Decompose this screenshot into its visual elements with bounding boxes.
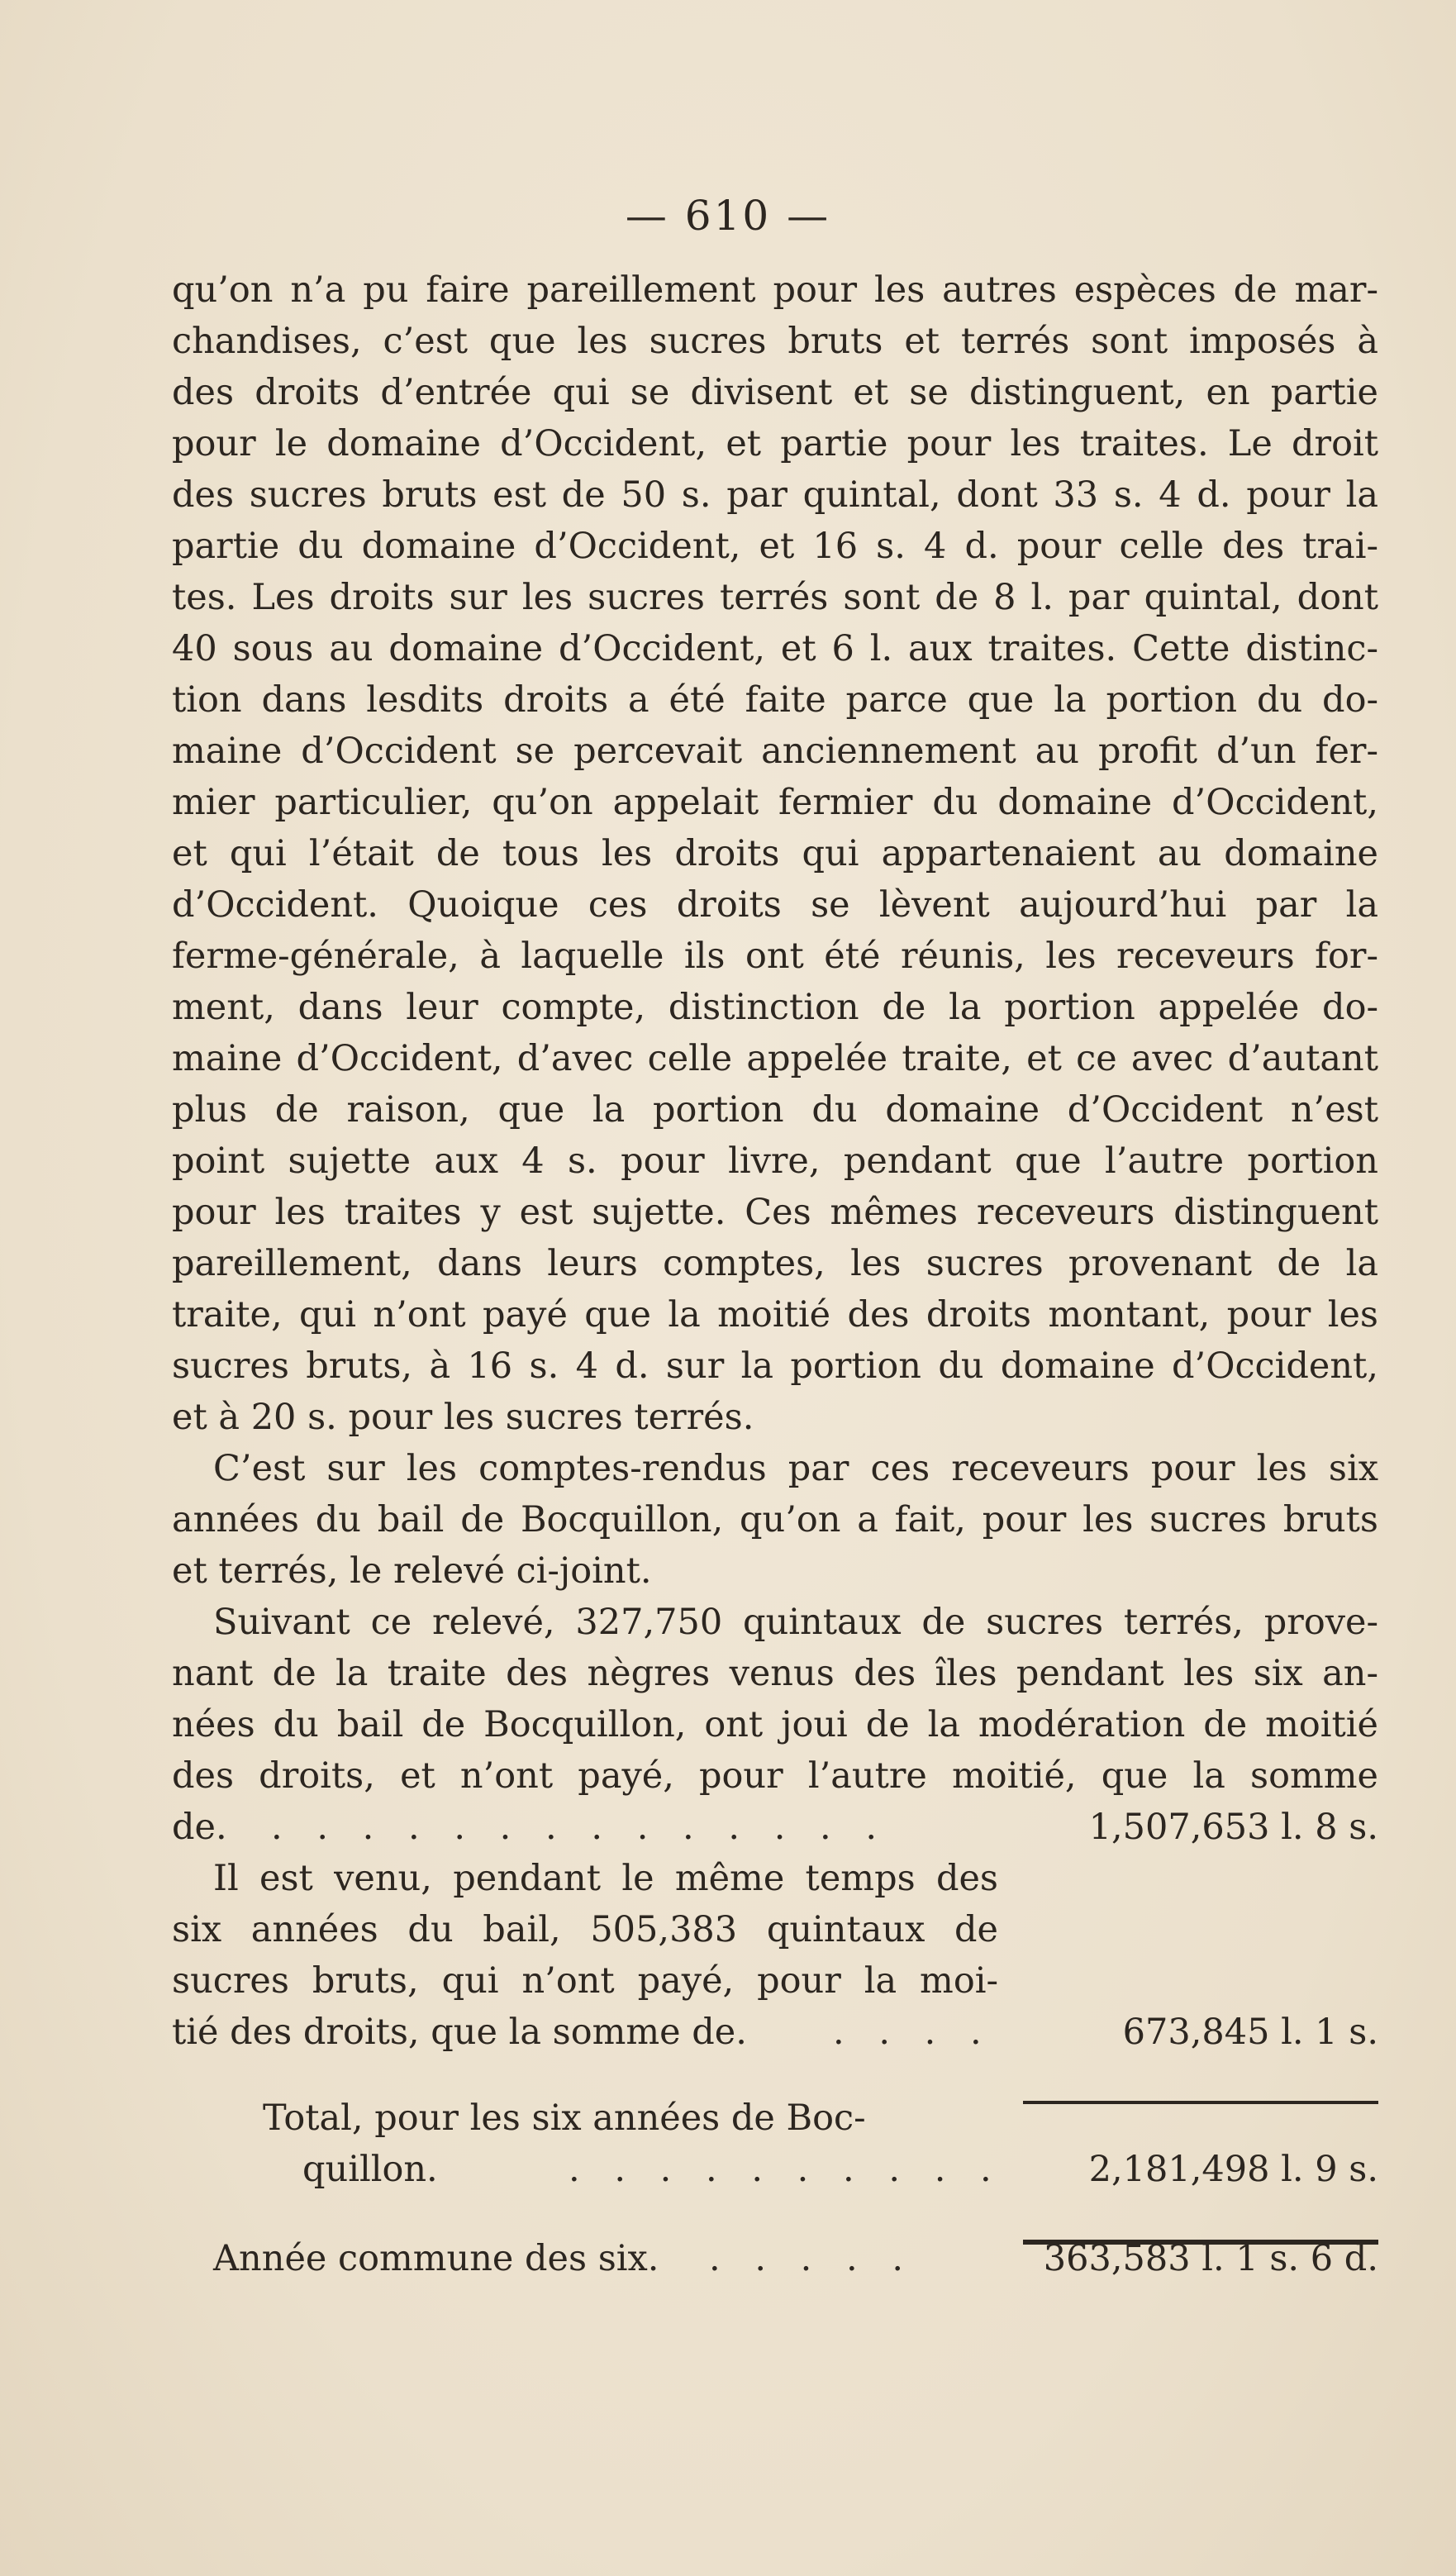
sum-row-bruts bbox=[172, 2007, 1378, 2058]
text-line: traite, qui n’ont payé que la moitié des droits montant, pour les bbox=[172, 1294, 1378, 1336]
text-line: des droits d’entrée qui se divisent et se distinguent, en partie bbox=[172, 372, 1378, 413]
text-line: tes. Les droits sur les sucres terrés sont de 8 l. par quintal, dont bbox=[172, 577, 1378, 618]
text-line: C’est sur les comptes-rendus par ces receveurs pour les six bbox=[213, 1448, 1378, 1489]
sum-row-annee-commune bbox=[172, 2233, 1378, 2284]
text-line: des sucres bruts est de 50 s. par quintal, dont 33 s. 4 d. pour la bbox=[172, 474, 1378, 516]
text-line: années du bail de Bocquillon, qu’on a fait, pour les sucres bruts bbox=[172, 1499, 1378, 1540]
sum-row-label: de. bbox=[172, 1807, 227, 1848]
text-line: 40 sous au domaine d’Occident, et 6 l. aux traites. Cette distinc- bbox=[172, 628, 1378, 669]
text-line: tion dans lesdits droits a été faite parce que la portion du do- bbox=[172, 679, 1378, 721]
text-line: point sujette aux 4 s. pour livre, pendant que l’autre portion bbox=[172, 1140, 1378, 1182]
sum-row-amount: 2,181,498 l. 9 s. bbox=[1088, 2149, 1378, 2190]
dot-leader: . . . . . . . . . . bbox=[569, 2149, 1003, 2190]
sum-row-label: quillon. bbox=[302, 2149, 438, 2190]
text-line: mier particulier, qu’on appelait fermier du domaine d’Occident, bbox=[172, 782, 1378, 823]
text-line: maine d’Occident se percevait anciennement au profit d’un fer- bbox=[172, 731, 1378, 772]
text-line: maine d’Occident, d’avec celle appelée traite, et ce avec d’autant bbox=[172, 1038, 1378, 1079]
sum-row-label: tié des droits, que la somme de. bbox=[172, 2012, 747, 2053]
text-line: qu’on n’a pu faire pareillement pour les autres espèces de mar- bbox=[172, 269, 1378, 311]
total-label: Total, pour les six années de Boc- bbox=[263, 2097, 866, 2139]
sum-row-amount: 363,583 l. 1 s. 6 d. bbox=[1043, 2238, 1378, 2279]
paragraph-3 bbox=[172, 1597, 1378, 1802]
text-line: nées du bail de Bocquillon, ont joui de la modération de moitié bbox=[172, 1704, 1378, 1745]
text-line: d’Occident. Quoique ces droits se lèvent aujourd’hui par la bbox=[172, 884, 1378, 926]
text-line: des droits, et n’ont payé, pour l’autre moitié, que la somme bbox=[172, 1755, 1378, 1797]
sum-row-amount: 1,507,653 l. 8 s. bbox=[1088, 1807, 1378, 1848]
text-line: six années du bail, 505,383 quintaux de bbox=[172, 1909, 998, 1950]
dot-leader: . . . . . . . . . . . . . . bbox=[271, 1807, 889, 1848]
text-line: partie du domaine d’Occident, et 16 s. 4 d. pour celle des trai- bbox=[172, 526, 1378, 567]
text-line: plus de raison, que la portion du domaine d’Occident n’est bbox=[172, 1089, 1378, 1131]
paragraph-2 bbox=[172, 1443, 1378, 1597]
text-line: et à 20 s. pour les sucres terrés. bbox=[172, 1397, 754, 1438]
body-text bbox=[172, 264, 1378, 2284]
text-line: pareillement, dans leurs comptes, les sucres provenant de la bbox=[172, 1243, 1378, 1284]
sum-row-total bbox=[172, 2144, 1378, 2195]
text-line: sucres bruts, qui n’ont payé, pour la moi- bbox=[172, 1960, 998, 2002]
text-line: chandises, c’est que les sucres bruts et terrés sont imposés à bbox=[172, 321, 1378, 362]
text-line: pour les traites y est sujette. Ces mêmes receveurs distinguent bbox=[172, 1192, 1378, 1233]
text-line: pour le domaine d’Occident, et partie pour les traites. Le droit bbox=[172, 423, 1378, 464]
dot-leader: . . . . . bbox=[709, 2238, 916, 2279]
text-line: Suivant ce relevé, 327,750 quintaux de sucres terrés, prove- bbox=[213, 1602, 1378, 1643]
paragraph-1 bbox=[172, 264, 1378, 1443]
sum-row-label: Année commune des six. bbox=[213, 2238, 659, 2279]
dot-leader: . . . . bbox=[833, 2012, 993, 2053]
text-line: Il est venu, pendant le même temps des bbox=[213, 1858, 998, 1899]
text-line: et terrés, le relevé ci-joint. bbox=[172, 1550, 652, 1592]
text-line: ment, dans leur compte, distinction de la portion appelée do- bbox=[172, 987, 1378, 1028]
total-label-row bbox=[172, 2093, 1378, 2144]
sum-row-terres bbox=[172, 1802, 1378, 1853]
sum-row-amount: 673,845 l. 1 s. bbox=[1122, 2012, 1378, 2053]
text-line: et qui l’était de tous les droits qui appartenaient au domaine bbox=[172, 833, 1378, 874]
paragraph-4 bbox=[172, 1853, 998, 2007]
page-number: — 610 — bbox=[625, 192, 831, 240]
text-line: sucres bruts, à 16 s. 4 d. sur la portion du domaine d’Occident, bbox=[172, 1345, 1378, 1387]
text-line: ferme-générale, à laquelle ils ont été réunis, les receveurs for- bbox=[172, 936, 1378, 977]
text-line: nant de la traite des nègres venus des îles pendant les six an- bbox=[172, 1653, 1378, 1694]
